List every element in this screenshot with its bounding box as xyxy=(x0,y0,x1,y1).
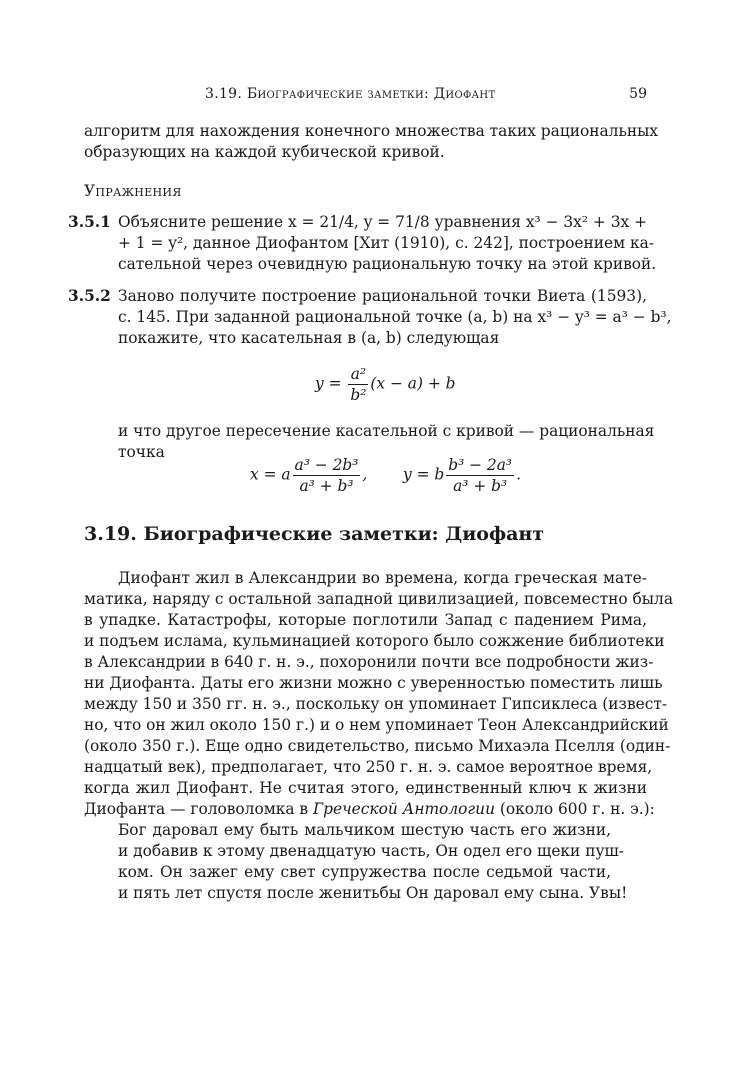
exercise-label: 3.5.1 xyxy=(68,213,111,231)
body-line: Диофант жил в Александрии во времена, когда греческая мате- xyxy=(118,569,647,587)
formula-lhs: y = xyxy=(315,374,347,393)
exercise-line: сательной через очевидную рациональную точку на этой кривой. xyxy=(118,255,657,273)
body-line: надцатый век), предполагает, что 250 г. н. э. самое вероятное время, xyxy=(84,758,653,776)
quote-line: и пять лет спустя после женитьбы Он даровал ему сына. Увы! xyxy=(118,884,628,902)
running-header xyxy=(205,84,647,105)
body-line xyxy=(84,799,655,820)
body-line: когда жил Диофант. Не считая этого, единственный ключ к жизни xyxy=(84,779,647,797)
fraction xyxy=(293,455,361,496)
intersection-formula-x xyxy=(250,455,367,496)
formula-punct: . xyxy=(516,465,521,484)
intersection-formula-y xyxy=(403,455,521,496)
exercise-line: точка xyxy=(118,443,165,461)
page-number: 59 xyxy=(629,86,647,102)
intro-line: алгоритм для нахождения конечного множества таких рациональных xyxy=(84,122,659,140)
body-line: ни Диофанта. Даты его жизни можно с уверенностью поместить лишь xyxy=(84,674,663,692)
intro-line: образующих на каждой кубической кривой. xyxy=(84,143,445,161)
fraction-numerator: a³ − 2b³ xyxy=(294,456,359,474)
exercise-line: Заново получите построение рациональной точки Виета (1593), xyxy=(118,287,647,305)
tangent-formula xyxy=(315,364,455,405)
intro-paragraph xyxy=(84,121,659,163)
exercise-line: и что другое пересечение касательной с кривой — рациональная xyxy=(118,422,655,440)
fraction-denominator: a³ + b³ xyxy=(299,477,354,495)
fraction-numerator: b³ − 2a³ xyxy=(448,456,513,474)
body-text: Диофанта — головоломка в xyxy=(84,800,313,818)
fraction-denominator: b² xyxy=(350,386,367,404)
formula-lhs: y = b xyxy=(403,465,445,484)
running-title: 3.19. Биографические заметки: Диофант xyxy=(205,86,496,102)
quote-line: ком. Он зажег ему свет супружества после седьмой части, xyxy=(118,863,611,881)
exercise-text xyxy=(118,421,655,463)
body-line: (около 350 г.). Еще одно свидетельство, письмо Михаэла Пселля (один- xyxy=(84,737,671,755)
epigram-quote xyxy=(118,820,628,904)
fraction-denominator: a³ + b³ xyxy=(453,477,508,495)
body-line: между 150 и 350 гг. н. э., поскольку он упоминает Гипсиклеса (извест- xyxy=(84,695,668,713)
body-line: в Александрии в 640 г. н. э., похоронили почти все подробности жиз- xyxy=(84,653,654,671)
body-line: матика, наряду с остальной западной цивилизацией, повсеместно была xyxy=(84,590,673,608)
formula-punct: , xyxy=(362,465,368,484)
exercise-text xyxy=(118,286,672,349)
body-text: (около 600 г. н. э.): xyxy=(495,800,655,818)
quote-line: и добавив к этому двенадцатую часть, Он одел его щеки пуш- xyxy=(118,842,625,860)
book-title-italic: Греческой Антологии xyxy=(312,800,495,818)
exercise-label: 3.5.2 xyxy=(68,287,111,305)
exercise-line: с. 145. При заданной рациональной точке (a, b) на x³ − y³ = a³ − b³, xyxy=(118,308,672,326)
fraction-numerator: a² xyxy=(348,364,368,385)
exercise-line: Объясните решение x = 21/4, y = 71/8 уравнения x³ − 3x² + 3x + xyxy=(118,213,647,231)
exercise-line: покажите, что касательная в (a, b) следующая xyxy=(118,329,500,347)
exercise-text xyxy=(118,212,657,275)
quote-line: Бог даровал ему быть мальчиком шестую часть его жизни, xyxy=(118,821,611,839)
body-line: но, что он жил около 150 г.) и о нем упоминает Теон Александрийский xyxy=(84,716,669,734)
section-title: 3.19. Биографические заметки: Диофант xyxy=(84,523,545,545)
fraction xyxy=(348,364,368,405)
body-line: и подъем ислама, кульминацией которого было сожжение библиотеки xyxy=(84,632,665,650)
body-line: в упадке. Катастрофы, которые поглотили Запад с падением Рима, xyxy=(84,611,647,629)
formula-lhs: x = a xyxy=(250,465,291,484)
exercise-line: + 1 = y², данное Диофантом [Хит (1910), с. 242], построением ка- xyxy=(118,234,655,252)
exercises-heading: Упражнения xyxy=(84,182,182,200)
fraction xyxy=(446,455,514,496)
formula-rhs: (x − a) + b xyxy=(370,374,456,393)
body-paragraph xyxy=(84,568,673,820)
